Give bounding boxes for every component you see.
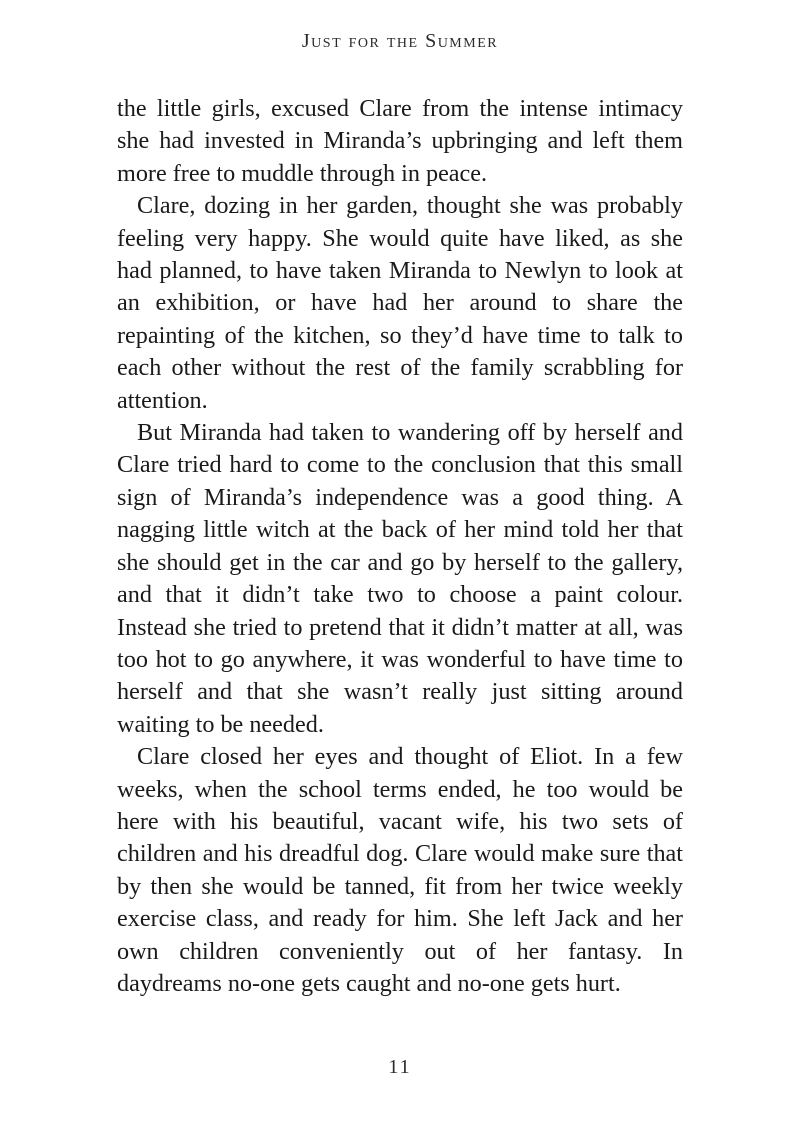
page-number: 11 <box>388 1056 412 1078</box>
paragraph-2: Clare, dozing in her garden, thought she was probably feeling very happy. She would quite have liked, as she had planned, to have taken Miranda to Newlyn to look at an exhibition, or have had her around to share the repainting of the kitchen, so they’d have time to talk to each other without the rest of the family scrabbling for attention. <box>117 192 683 414</box>
paragraph-1: the little girls, excused Clare from the intense intimacy she had invested in Miranda’s upbringing and left them more free to muddle through in peace. <box>117 95 683 187</box>
paragraph-4: Clare closed her eyes and thought of Eliot. In a few weeks, when the school terms ended, he too would be here with his beautiful, vacant wife, his two sets of children and his dreadful dog. Clare would make sure that by then she would be tanned, fit from her twice weekly exercise class, and ready for him. She left Jack and her own children conveniently out of her fantasy. In daydreams no-one gets caught and no-one gets hurt. <box>117 743 683 997</box>
running-head: Just for the Summer <box>301 30 499 52</box>
paragraph-3: But Miranda had taken to wandering off by herself and Clare tried hard to come to the conclusion that this small sign of Miranda’s independence was a good thing. A nagging little witch at the back of her mind told her that she should get in the car and go by herself to the gallery, and that it didn’t take two to choose a paint colour. Instead she tried to pretend that it didn’t matter at all, was too hot to go anywhere, it was wonderful to have time to herself and that she wasn’t really just sitting around waiting to be needed. <box>117 419 683 738</box>
body-text <box>117 93 683 1000</box>
